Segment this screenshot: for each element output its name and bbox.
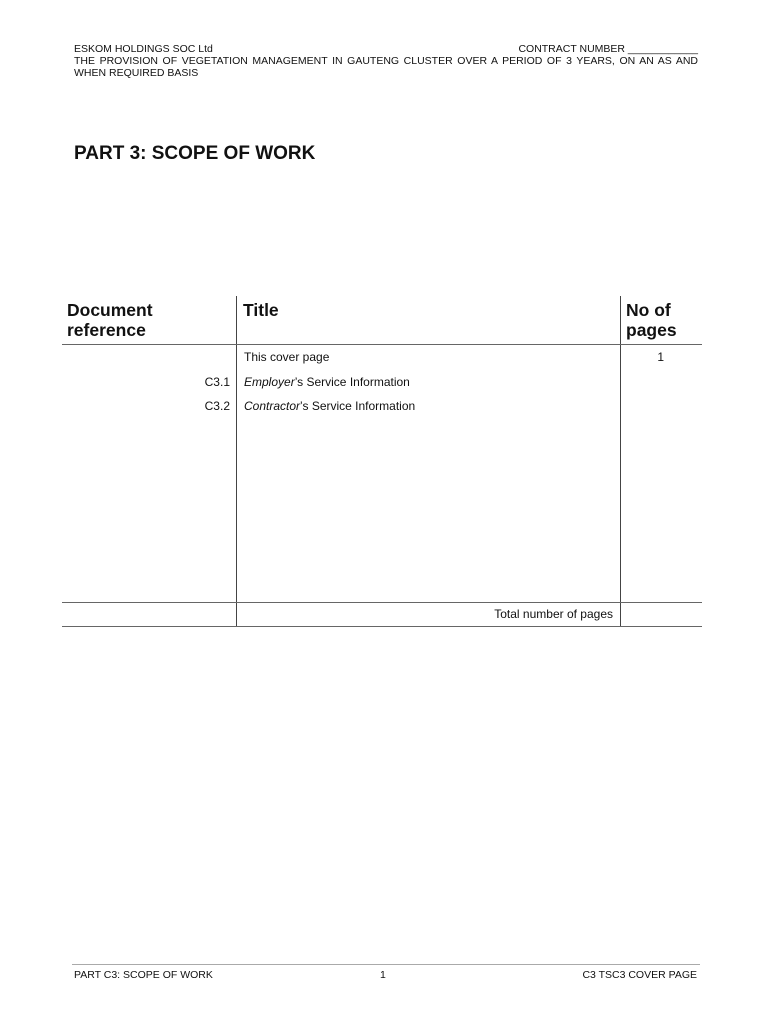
company-name: ESKOM HOLDINGS SOC Ltd [74,43,213,55]
row-title: This cover page [244,350,330,364]
total-rule-bottom [62,626,702,627]
project-title-line1: THE PROVISION OF VEGETATION MANAGEMENT IN GAUTENG CLUSTER OVER A PERIOD OF 3 YEARS, ON AN AS AND [74,55,698,67]
page-title: PART 3: SCOPE OF WORK [74,143,316,164]
table-divider-title-pages [620,296,621,627]
footer-left: PART C3: SCOPE OF WORK [74,969,213,981]
row-reference: C3.2 [204,399,230,413]
header-rule [62,344,702,345]
footer-right: C3 TSC3 COVER PAGE [582,969,697,981]
footer-rule [72,964,700,965]
table-divider-ref-title [236,296,237,627]
project-title-line2: WHEN REQUIRED BASIS [74,67,199,79]
col-header-pages: No of pages [626,300,677,340]
total-rule-top [62,602,702,603]
col-header-title: Title [243,300,279,320]
row-title: Employer’s Service Information [244,375,410,389]
total-pages-label: Total number of pages [494,607,613,621]
col-header-reference: Document reference [67,300,153,340]
contract-number: CONTRACT NUMBER ____________ [518,43,698,55]
footer-page-number: 1 [380,969,386,981]
row-reference: C3.1 [204,375,230,389]
row-pages: 1 [657,350,664,364]
row-title: Contractor’s Service Information [244,399,416,413]
page-header [74,43,698,79]
